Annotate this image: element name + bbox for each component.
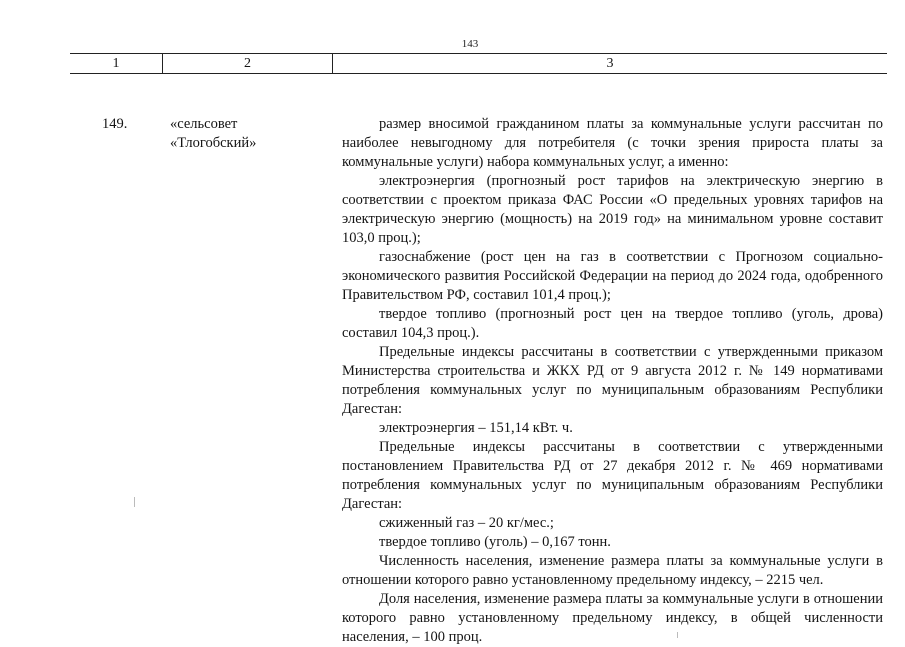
entry-municipality-name: [170, 115, 320, 153]
column-header-3: 3: [606, 56, 614, 71]
paragraph-gas-supply: газоснабжение (рост цен на газ в соответствии с Прогнозом социально-экономического развития Российской Федерации на период до 2024 года, одобренного Правительством РФ, составил 101,4 проц.);: [342, 249, 883, 303]
column-header-1: 1: [112, 56, 120, 71]
paragraph-coal-norm: твердое топливо (уголь) – 0,167 тонн.: [379, 534, 611, 550]
scan-artifact: [134, 497, 135, 507]
entry-name-line-2: «Тлогобский»: [170, 135, 257, 151]
paragraph-population-count: Численность населения, изменение размера платы за коммунальные услуги в отношении которого равно установленному предельному индексу, – 2215 чел.: [342, 553, 883, 588]
paragraph-electricity-tariff: электроэнергия (прогнозный рост тарифов на электрическую энергию в соответствии с проектом приказа ФАС России «О предельных уровнях тарифов на электрическую энергию (мощность) на 2019 год» на минимальном уровне составит 103,0 проц.);: [342, 173, 883, 246]
paragraph-indices-ministry-order: Предельные индексы рассчитаны в соответствии с утвержденными приказом Министерства строительства и ЖКХ РД от 9 августа 2012 г. № 149 нормативами потребления коммунальных услуг по муниципальным образованиям Республики Дагестан:: [342, 344, 883, 417]
table-header-row: [70, 53, 887, 74]
entry-number: 149.: [102, 116, 128, 132]
paragraph-indices-government-decree: Предельные индексы рассчитаны в соответствии с утвержденными постановлением Правительства РД от 27 декабря 2012 г. № 469 нормативами потребления коммунальных услуг по муниципальным образованиям Республики Дагестан:: [342, 439, 883, 512]
paragraph-liquefied-gas-norm: сжиженный газ – 20 кг/мес.;: [379, 515, 554, 531]
column-header-2: 2: [162, 54, 333, 73]
entry-name-line-1: «сельсовет: [170, 116, 238, 132]
page-number: 143: [461, 38, 479, 50]
entry-description: [342, 115, 883, 647]
paragraph-population-share: Доля населения, изменение размера платы за коммунальные услуги в отношении которого равно установленному предельному индексу, в общей численности населения, – 100 проц.: [342, 591, 883, 645]
paragraph-electricity-norm: электроэнергия – 151,14 кВт. ч.: [379, 420, 573, 436]
paragraph-payment-basis: размер вносимой гражданином платы за коммунальные услуги рассчитан по наиболее невыгодному для потребителя (с точки зрения прироста платы за коммунальные услуги) набора коммунальных услуг, а именно:: [342, 116, 883, 170]
scan-artifact: [677, 632, 678, 638]
paragraph-solid-fuel: твердое топливо (прогнозный рост цен на твердое топливо (уголь, дрова) составил 104,3 проц.).: [342, 306, 883, 341]
